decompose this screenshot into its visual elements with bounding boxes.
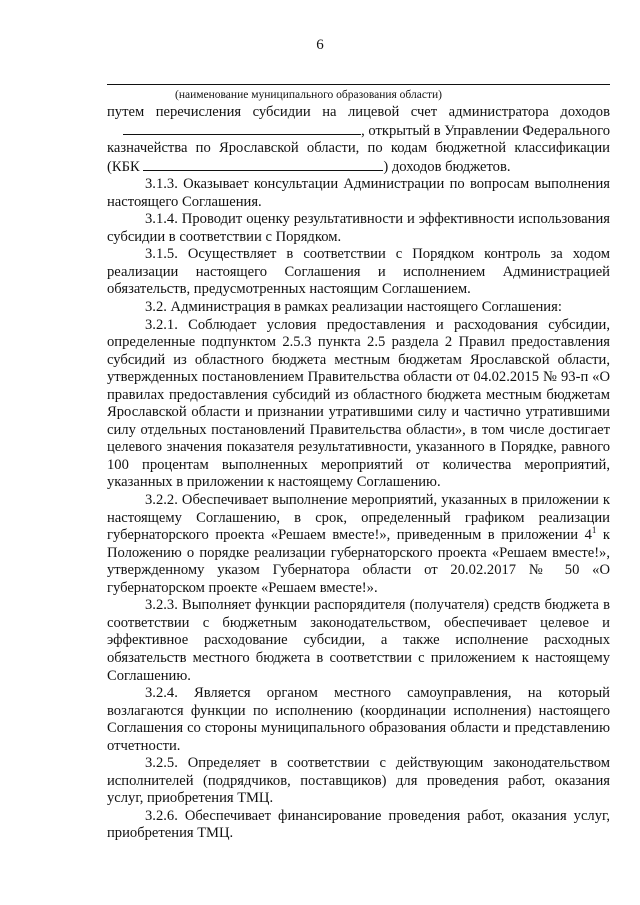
paragraph-3-1-3: 3.1.3. Оказывает консультации Администрации по вопросам выполнения настоящего Соглашения. — [107, 176, 610, 210]
paragraph-3-2-3: 3.2.3. Выполняет функции распорядителя (получателя) средств бюджета в соответствии с бюджетным законодательством, обеспечивает целевое и эффективное расходование субсидии, а также исполнение расходных обязательств местного бюджета в соответствии с приложением к настоящему Соглашению. — [107, 597, 610, 684]
page-number: 6 — [316, 37, 324, 53]
paragraph-3-2-2 — [107, 492, 610, 597]
municipality-caption: (наименование муниципального образования области) — [175, 89, 442, 101]
text-line: путем перечисления субсидии на лицевой счет администратора доходов — [107, 104, 610, 120]
paragraph-3-2-4: 3.2.4. Является органом местного самоуправления, на который возлагаются функции по исполнению (координации исполнения) настоящего Соглашения со стороны муниципального образования области и представлению отчетности. — [107, 685, 610, 754]
paragraph-3-2-1: 3.2.1. Соблюдает условия предоставления и расходования субсидии, определенные подпунктом 2.5.3 пункта 2.5 раздела 2 Правил предоставления субсидий из областного бюджета местным бюджетам Ярославской области, утвержденных постановлением Правительства области от 04.02.2015 № 93-п «О правилах предоставления субсидий из областного бюджета местным бюджетам Ярославской области и признании утратившими силу и частично утратившими силу отдельных постановлений Правительства области», в том числе достигает целевого значения показателя результативности, указанного в Порядке, равного 100 процентам выполненных мероприятий от количества мероприятий, указанных в приложении к настоящему Соглашению. — [107, 316, 610, 491]
text-fragment: ) доходов бюджетов. — [383, 158, 511, 175]
document-body — [107, 104, 610, 843]
superscript: 1 — [591, 525, 597, 536]
text-line — [107, 158, 610, 177]
text-fragment: 3.2.2. Обеспечивает выполнение мероприятий, указанных в приложении к настоящему Соглашению, в срок, определенный графиком реализации губернаторского проекта «Решаем вместе!», приведенным в приложении 4 — [107, 492, 610, 544]
text-fragment: (КБК — [107, 158, 140, 175]
text-fragment: , открытый в Управлении Федерального — [361, 122, 610, 139]
paragraph-3-2: 3.2. Администрация в рамках реализации настоящего Соглашения: — [145, 299, 562, 316]
blank-field-kbk — [143, 158, 383, 171]
text-line — [107, 122, 610, 141]
text-fragment: к Положению о порядке реализации губернаторского проекта «Решаем вместе!», утвержденному указом Губернатора области от 20.02.2017 № 50 «О губернаторском проекте «Решаем вместе!». — [107, 527, 610, 596]
text-line: казначейства по Ярославской области, по кодам бюджетной классификации — [107, 140, 610, 157]
paragraph-3-2-5: 3.2.5. Определяет в соответствии с действующим законодательством исполнителей (подрядчиков, поставщиков) для проведения работ, оказания услуг, приобретения ТМЦ. — [107, 755, 610, 807]
paragraph-3-2-6: 3.2.6. Обеспечивает финансирование проведения работ, оказания услуг, приобретения ТМЦ. — [107, 807, 610, 842]
blank-line-municipality — [107, 84, 610, 85]
paragraph-3-1-5: 3.1.5. Осуществляет в соответствии с Порядком контроль за ходом реализации настоящего Соглашения и исполнением Администрацией обязательств, предусмотренных настоящим Соглашением. — [107, 246, 610, 298]
paragraph-3-1-4: 3.1.4. Проводит оценку результативности и эффективности использования субсидии в соответствии с Порядком. — [107, 211, 610, 245]
blank-field-account — [123, 122, 361, 135]
